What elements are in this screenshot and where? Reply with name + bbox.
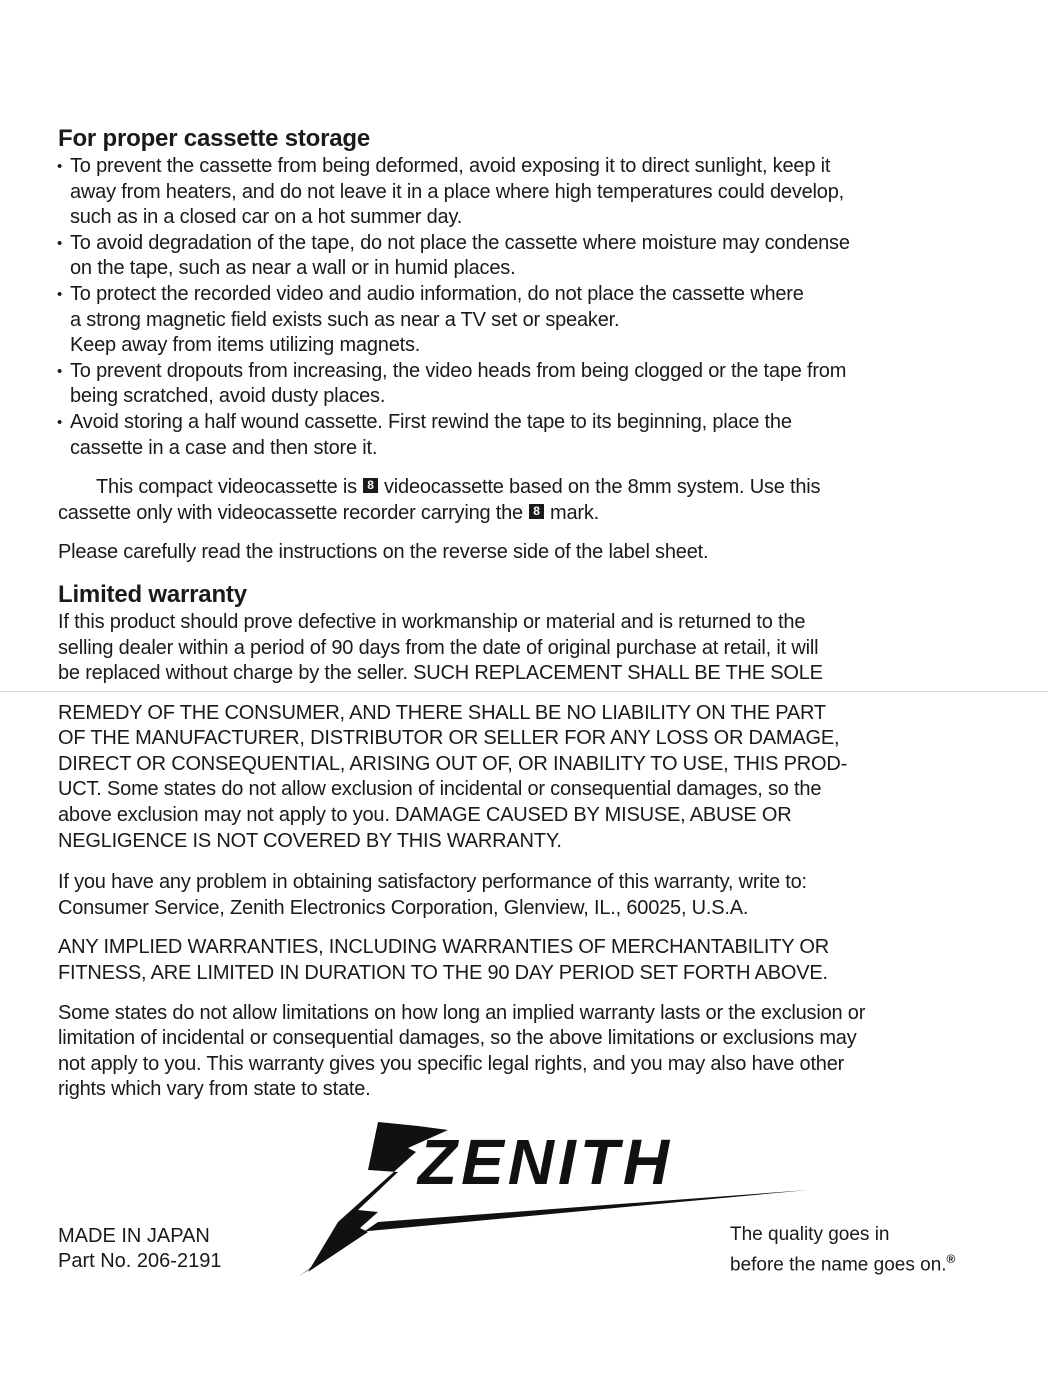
legal-rights-paragraph: Some states do not allow limitations on how long an implied warranty lasts or the exclusion or limitation of incidental or consequential damages, so the above limitations or exclusions may not apply to you. This warranty gives you specific legal rights, and you may also have other rights which vary from state to state. xyxy=(58,1001,866,1101)
list-item: • To protect the recorded video and audio information, do not place the cassette where a strong magnetic field exists such as near a TV set or speaker. Keep away from items utilizing magnets. xyxy=(58,282,1008,359)
implied-warranty-paragraph: ANY IMPLIED WARRANTIES, INCLUDING WARRANTIES OF MERCHANTABILITY OR FITNESS, ARE LIMITED IN DURATION TO THE 90 DAY PERIOD SET FORTH ABOVE. xyxy=(58,936,829,985)
origin-info xyxy=(58,1224,221,1274)
8mm-mark-icon: 8 xyxy=(529,504,544,519)
storage-list xyxy=(58,154,1008,461)
instructions-note: Please carefully read the instructions on the reverse side of the label sheet. xyxy=(58,541,709,564)
logo-wordmark: ZENITH xyxy=(418,1126,674,1198)
list-item: • To prevent dropouts from increasing, the video heads from being clogged or the tape from being scratched, avoid dusty places. xyxy=(58,359,1008,410)
storage-heading: For proper cassette storage xyxy=(58,125,371,152)
slogan: The quality goes in before the name goes on.® xyxy=(730,1224,956,1276)
list-item: • To avoid degradation of the tape, do not place the cassette where moisture may condense on the tape, such as near a wall or in humid places. xyxy=(58,231,1008,282)
warranty-remedy-paragraph: REMEDY OF THE CONSUMER, AND THERE SHALL BE NO LIABILITY ON THE PART OF THE MANUFACTURER, DISTRIBUTOR OR SELLER FOR ANY LOSS OR DAMAGE, DIRECT OR CONSEQUENTIAL, ARISING OUT OF, OR INABILITY TO USE, THIS PROD- UCT. Some states do not allow exclusion of incidental or consequential damages, so the above exclusion may not apply to you. DAMAGE CAUSED BY MISUSE, ABUSE OR NEGLIGENCE IS NOT COVERED BY THIS WARRANTY. xyxy=(58,701,848,852)
document-content xyxy=(58,124,1008,1103)
made-in-label: MADE IN JAPAN xyxy=(58,1225,210,1247)
list-item: • To prevent the cassette from being deformed, avoid exposing it to direct sunlight, keep it away from heaters, and do not leave it in a place where high temperatures could develop, such as in a closed car on a hot summer day. xyxy=(58,154,1008,231)
contact-paragraph: If you have any problem in obtaining satisfactory performance of this warranty, write to: Consumer Service, Zenith Electronics Corporation, Glenview, IL., 60025, U.S.A. xyxy=(58,871,807,919)
list-item: • Avoid storing a half wound cassette. First rewind the tape to its beginning, place the cassette in a case and then store it. xyxy=(58,410,1008,461)
8mm-mark-icon: 8 xyxy=(363,478,378,493)
warranty-heading: Limited warranty xyxy=(58,580,247,608)
registered-mark: ® xyxy=(946,1252,956,1266)
part-number: Part No. 206-2191 xyxy=(58,1250,222,1272)
warranty-paragraph: If this product should prove defective in workmanship or material and is returned to the selling dealer within a period of 90 days from the date of original purchase at retail, it will be replaced without charge by the seller. SUCH REPLACEMENT SHALL BE THE SOLE xyxy=(58,610,823,685)
fold-line xyxy=(0,691,1048,692)
compact-paragraph: This compact videocassette is 8 videocassette based on the 8mm system. Use this cassette only with videocassette recorder carrying the 8 mark. xyxy=(58,476,821,524)
